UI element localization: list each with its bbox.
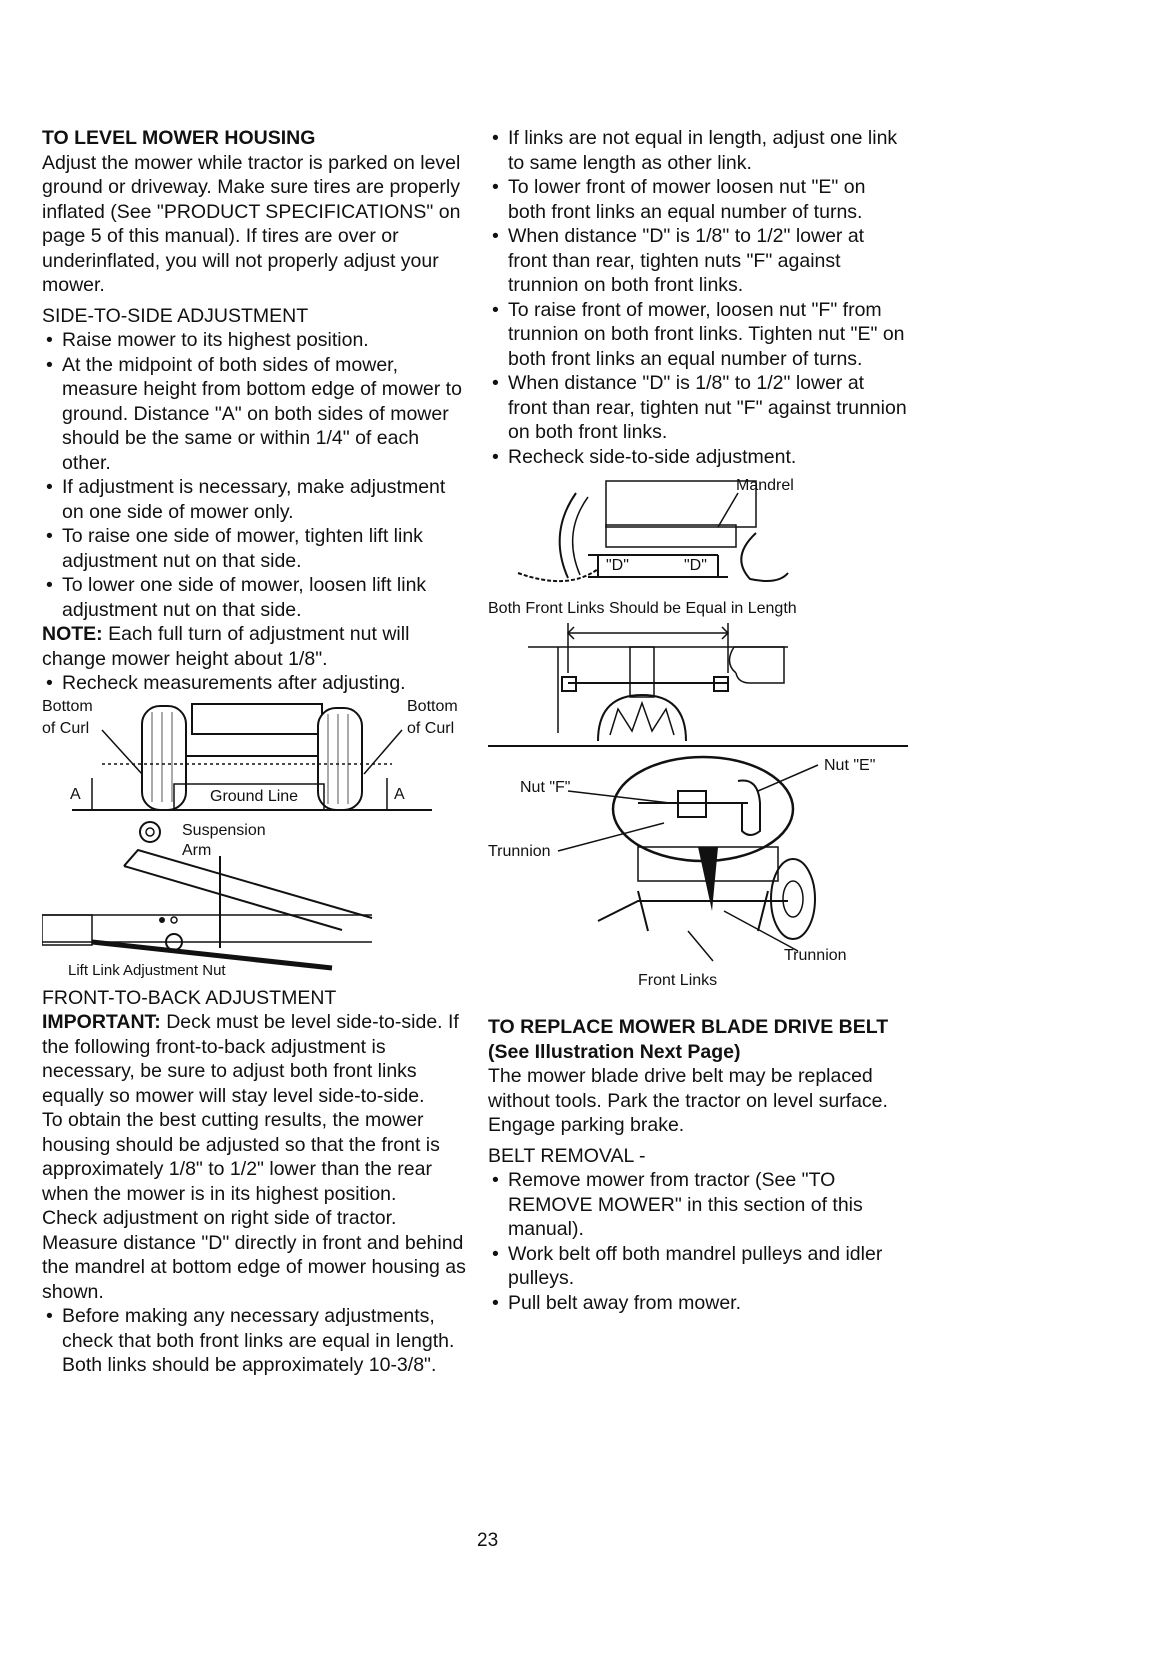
d-rear-label: "D" [684,557,707,574]
suspension-label: Suspension [182,821,266,839]
side-to-side-heading: SIDE-TO-SIDE ADJUSTMENT [42,304,309,327]
adjustment-list [488,126,908,469]
front-links-length-figure [488,623,908,741]
list-item: • Recheck side-to-side adjustment. [488,445,908,470]
front-links-caption: Both Front Links Should be Equal in Length [488,600,797,617]
ground-line-label: Ground Line [210,787,299,805]
list-item: • To raise front of mower, loosen nut "F" from trunnion on both front links. Tighten nut "E" on both front links an equal number of turns. [488,298,908,372]
a-left-label: A [70,785,81,803]
note-label: NOTE: [42,623,103,645]
belt-removal-list [488,1168,908,1315]
front-to-back-heading: FRONT-TO-BACK ADJUSTMENT [42,986,337,1009]
curl-left-label: of Curl [42,719,90,737]
list-item: • Work belt off both mandrel pulleys and idler pulleys. [488,1242,908,1291]
list-item: • Remove mower from tractor (See "TO REMOVE MOWER" in this section of this manual). [488,1168,908,1242]
recheck-list [42,671,472,696]
important-paragraph [42,1010,472,1108]
side-to-side-list [42,328,472,622]
curl-right-label: of Curl [407,719,455,737]
important-label: IMPORTANT: [42,1011,161,1033]
list-item: • Before making any necessary adjustments, check that both front links are equal in length. Both links should be approximately 10-3/8". [42,1304,472,1378]
right-column [488,126,908,1315]
suspension-arm-figure [42,820,472,980]
suspension-arm-illustration [42,820,472,980]
list-item: • If adjustment is necessary, make adjustment on one side of mower only. [42,475,472,524]
a-right-label: A [394,785,405,803]
replace-belt-heading: TO REPLACE MOWER BLADE DRIVE BELT (See Illustration Next Page) [488,1016,889,1063]
bottom-left-label: Bottom [42,697,93,715]
list-item: • To lower one side of mower, loosen lift link adjustment nut on that side. [42,573,472,622]
list-item: • When distance "D" is 1/8" to 1/2" lower at front than rear, tighten nut "F" against trunnion on both front links. [488,371,908,445]
trunnion-top-label: Trunnion [488,843,551,860]
list-item: • When distance "D" is 1/8" to 1/2" lower at front than rear, tighten nuts "F" against trunnion on both front links. [488,224,908,298]
list-item: • At the midpoint of both sides of mower, measure height from bottom edge of mower to ground. Distance "A" on both sides of mower should be the same or within 1/4" of each other. [42,353,472,476]
ground-line-figure [42,698,472,816]
trunnion-bottom-label: Trunnion [784,947,847,964]
note [42,622,472,671]
bottom-right-label: Bottom [407,697,458,715]
front-links-length-illustration [488,623,908,741]
left-column [42,126,472,1378]
trunnion-figure [488,751,908,971]
front-links-label: Front Links [638,972,718,989]
important-text: Deck must be level side-to-side. If the following front-to-back adjustment is necessary, be sure to adjust both front links equally so mower will stay level side-to-side. [42,1011,459,1107]
belt-removal-heading: BELT REMOVAL - [488,1144,646,1167]
obtain-paragraph: To obtain the best cutting results, the mower housing should be adjusted so that the front is approximately 1/8" to 1/2" lower than the rear when the mower is in its highest position. [42,1109,440,1205]
level-housing-intro: Adjust the mower while tractor is parked on level ground or driveway. Make sure tires are properly inflated (See "PRODUCT SPECIFICATIONS" on page 5 of this manual). If tires are over or underinflated, you will not properly adjust your mower. [42,151,461,296]
mandrel-illustration [488,473,908,593]
list-item: • If links are not equal in length, adjust one link to same length as other link. [488,126,908,175]
list-item: • To lower front of mower loosen nut "E" on both front links an equal number of turns. [488,175,908,224]
mandrel-label: Mandrel [736,477,794,494]
list-item: • To raise one side of mower, tighten lift link adjustment nut on that side. [42,524,472,573]
level-housing-heading: TO LEVEL MOWER HOUSING [42,127,316,149]
d-front-label: "D" [606,557,629,574]
nut-e-label: Nut "E" [824,757,876,774]
note-text: Each full turn of adjustment nut will change mower height about 1/8". [42,623,410,670]
replace-belt-text: The mower blade drive belt may be replaced without tools. Park the tractor on level surface. Engage parking brake. [488,1065,888,1136]
list-item: • Recheck measurements after adjusting. [42,671,472,696]
arm-label: Arm [182,841,212,859]
lift-link-label: Lift Link Adjustment Nut [68,961,226,979]
list-item: • Raise mower to its highest position. [42,328,472,353]
before-list [42,1304,472,1378]
check-paragraph: Check adjustment on right side of tractor. Measure distance "D" directly in front and behind the mandrel at bottom edge of mower housing as shown. [42,1207,466,1303]
page-number: 23 [477,1530,499,1551]
figure-divider [488,745,908,747]
list-item: • Pull belt away from mower. [488,1291,908,1316]
mandrel-figure [488,473,908,593]
nut-f-label: Nut "F" [520,779,571,796]
